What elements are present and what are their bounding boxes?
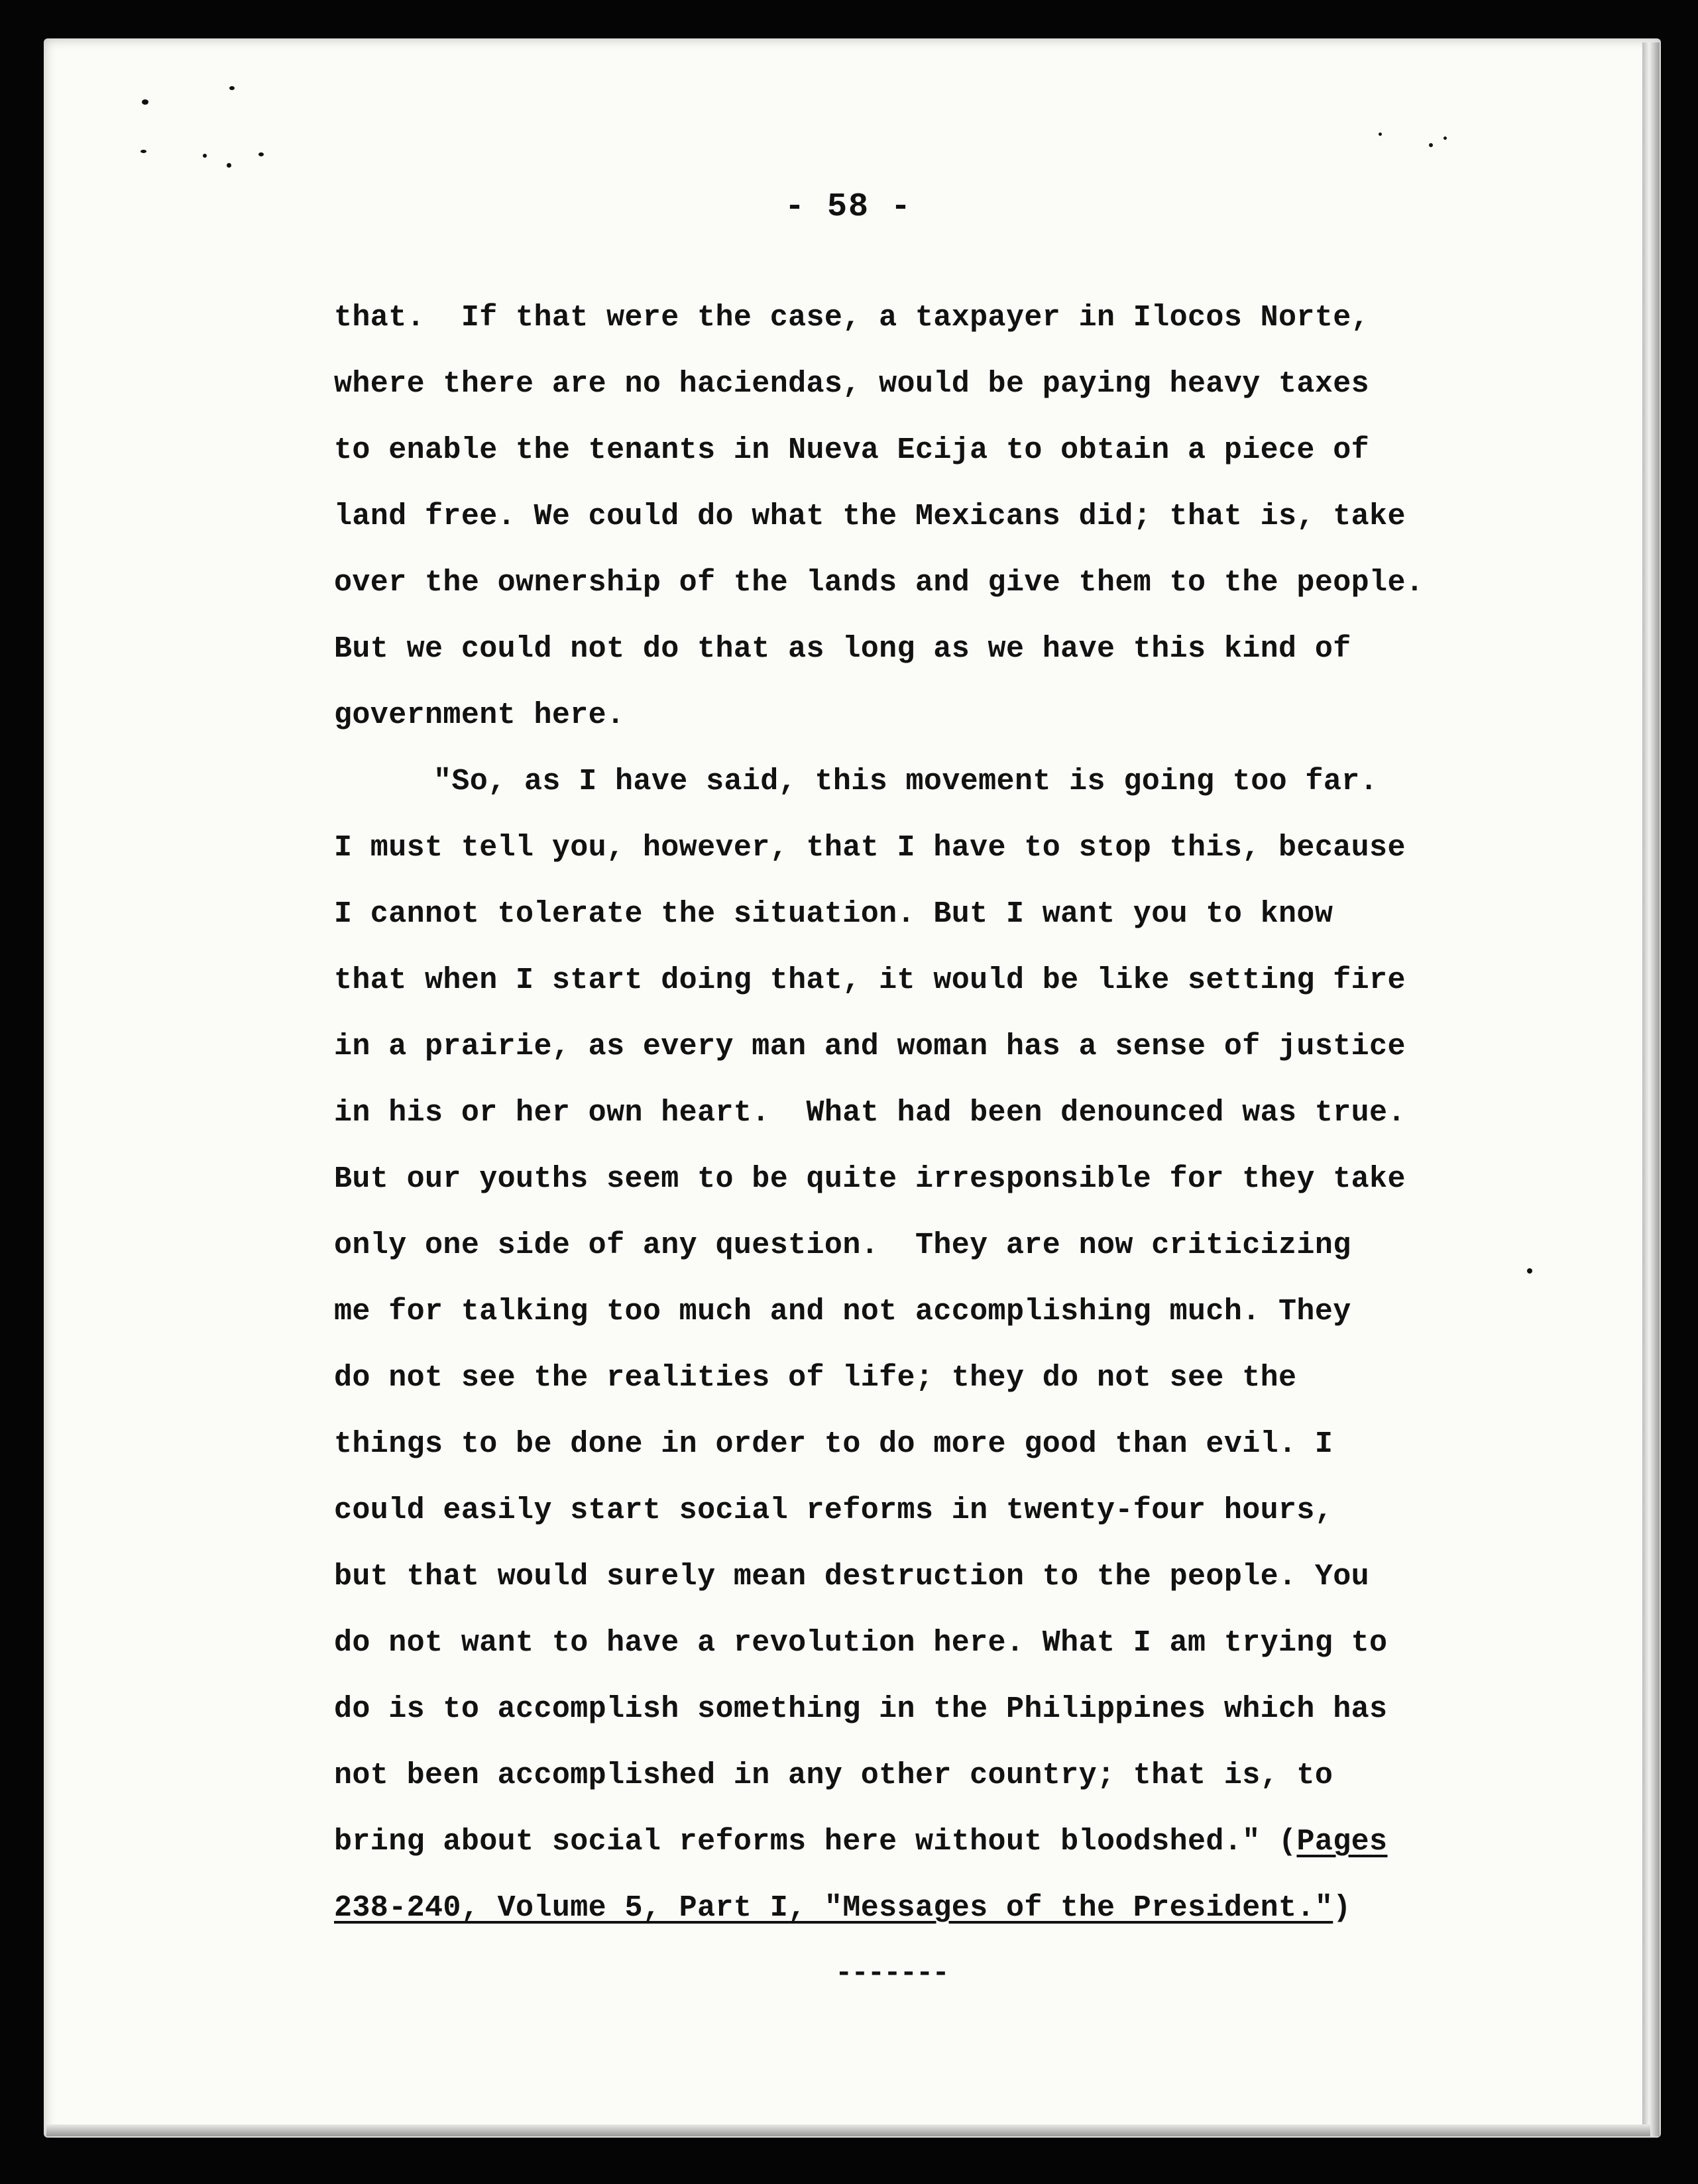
text-line: "So, as I have said, this movement is going too far. — [433, 765, 1379, 798]
ink-speck — [227, 163, 231, 168]
text-line: do not want to have a revolution here. What I am trying to — [334, 1626, 1388, 1660]
citation-line — [334, 1875, 1554, 1941]
ink-speck — [229, 86, 235, 90]
ink-speck — [203, 154, 207, 158]
text-line: I cannot tolerate the situation. But I want you to know — [334, 897, 1333, 931]
text-line: in his or her own heart. What had been denounced was true. — [334, 1096, 1406, 1130]
ink-speck — [258, 152, 264, 156]
page-bottom-edge — [46, 2124, 1650, 2136]
page-edge — [1642, 42, 1660, 2136]
text-line: But our youths seem to be quite irresponsible for they take — [334, 1162, 1406, 1196]
text-line: in a prairie, as every man and woman has a sense of justice — [334, 1030, 1406, 1064]
text-line: land free. We could do what the Mexicans did; that is, take — [334, 500, 1406, 533]
text-line: that when I start doing that, it would be like setting fire — [334, 963, 1406, 997]
text-line: that. If that were the case, a taxpayer in Ilocos Norte, — [334, 301, 1370, 335]
ink-speck — [1443, 136, 1447, 140]
ink-speck — [141, 150, 146, 153]
citation-line — [334, 1809, 1554, 1875]
text-line: But we could not do that as long as we have this kind of — [334, 632, 1351, 666]
text-line: could easily start social reforms in twenty-four hours, — [334, 1494, 1333, 1527]
text-line: only one side of any question. They are now criticizing — [334, 1228, 1351, 1262]
citation-source-start: Pages — [1296, 1825, 1388, 1859]
citation-source-end: 238-240, Volume 5, Part I, "Messages of the President." — [334, 1891, 1333, 1925]
citation-close: ) — [1333, 1891, 1351, 1925]
text-line: I must tell you, however, that I have to stop this, because — [334, 831, 1406, 865]
end-rule: ------- — [835, 1957, 948, 1990]
text-line: things to be done in order to do more good than evil. I — [334, 1427, 1333, 1461]
text-line: not been accomplished in any other country; that is, to — [334, 1759, 1333, 1792]
ink-speck — [1379, 133, 1382, 136]
page-number: - 58 - — [784, 188, 913, 226]
text-line: do is to accomplish something in the Philippines which has — [334, 1692, 1388, 1726]
ink-speck — [1429, 143, 1433, 147]
text-line: government here. — [334, 698, 625, 732]
text-line: but that would surely mean destruction to the people. You — [334, 1560, 1370, 1594]
text-line: do not see the realities of life; they do not see the — [334, 1361, 1297, 1395]
text-line: where there are no haciendas, would be paying heavy taxes — [334, 367, 1370, 401]
text-line: to enable the tenants in Nueva Ecija to obtain a piece of — [334, 433, 1370, 467]
ink-speck — [142, 99, 148, 105]
citation-lead: bring about social reforms here without bloodshed." ( — [334, 1825, 1297, 1859]
text-line: over the ownership of the lands and give them to the people. — [334, 566, 1424, 600]
document-body — [334, 285, 1554, 1941]
text-line: me for talking too much and not accomplishing much. They — [334, 1295, 1351, 1329]
